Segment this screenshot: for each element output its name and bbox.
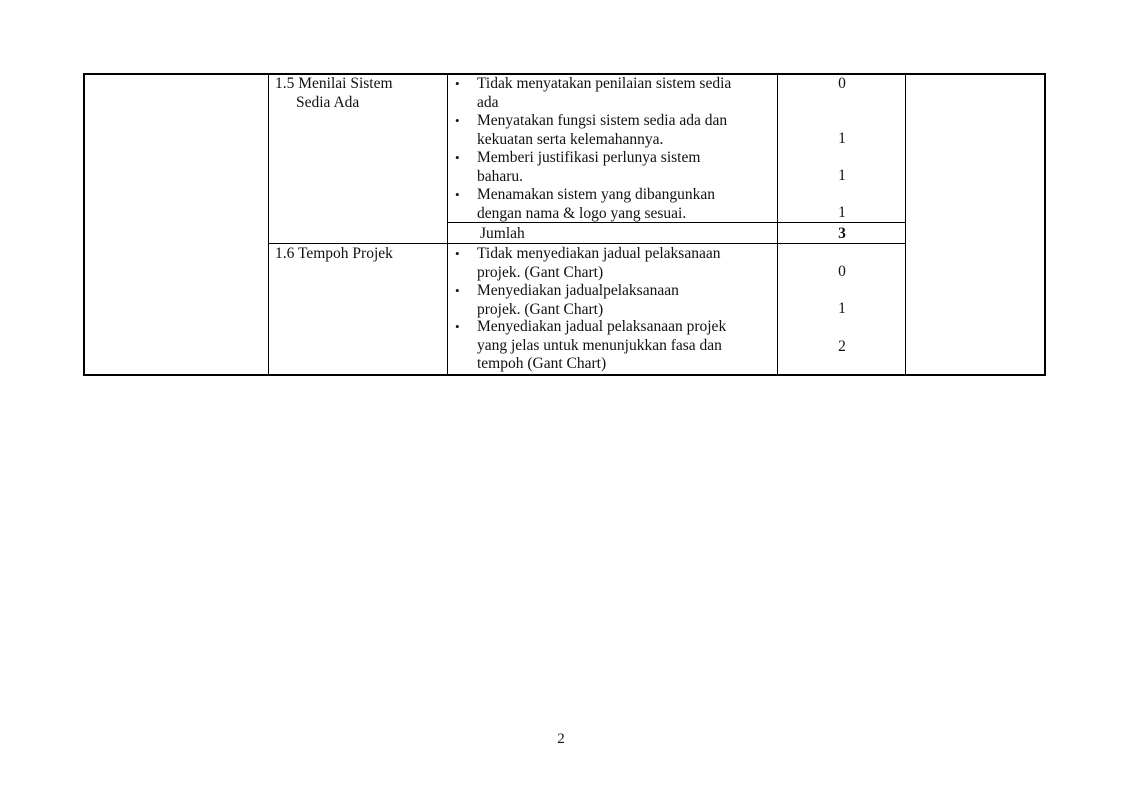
criterion-label: 1.5 Menilai Sistem [275,75,393,92]
page-number: 2 [557,731,565,747]
column-divider [268,75,269,374]
list-item: • Menamakan sistem yang dibangunkan dengan nama & logo yang sesuai. [455,186,716,222]
list-item: • Menyediakan jadualpelaksanaan projek. (Gant Chart) [455,282,679,318]
bullet-icon: • [455,76,460,91]
bullet-icon: • [455,187,460,202]
list-item: • Tidak menyatakan penilaian sistem sedia ada [455,75,732,111]
bullet-icon: • [455,319,460,334]
score-value: 0 [838,263,846,280]
bullet-icon: • [455,150,460,165]
score-value: 1 [838,204,846,221]
bullet-icon: • [455,283,460,298]
list-item: • Tidak menyediakan jadual pelaksanaan projek. (Gant Chart) [455,245,721,281]
total-value: 3 [838,225,846,242]
list-item: • Menyatakan fungsi sistem sedia ada dan kekuatan serta kelemahannya. [455,112,728,148]
score-value: 1 [838,130,846,147]
score-value: 1 [838,300,846,317]
bullet-icon: • [455,246,460,261]
list-item: • Memberi justifikasi perlunya sistem baharu. [455,149,701,185]
score-value: 0 [838,75,846,92]
column-divider [447,75,448,374]
criterion-label: 1.6 Tempoh Projek [275,245,393,262]
score-value: 2 [838,338,846,355]
score-value: 1 [838,167,846,184]
bullet-icon: • [455,113,460,128]
list-item: • Menyediakan jadual pelaksanaan projek yang jelas untuk menunjukkan fasa dan tempoh (Gant Chart) [455,318,727,372]
criterion-label-continued: Sedia Ada [296,94,360,111]
total-label: Jumlah [480,225,525,242]
